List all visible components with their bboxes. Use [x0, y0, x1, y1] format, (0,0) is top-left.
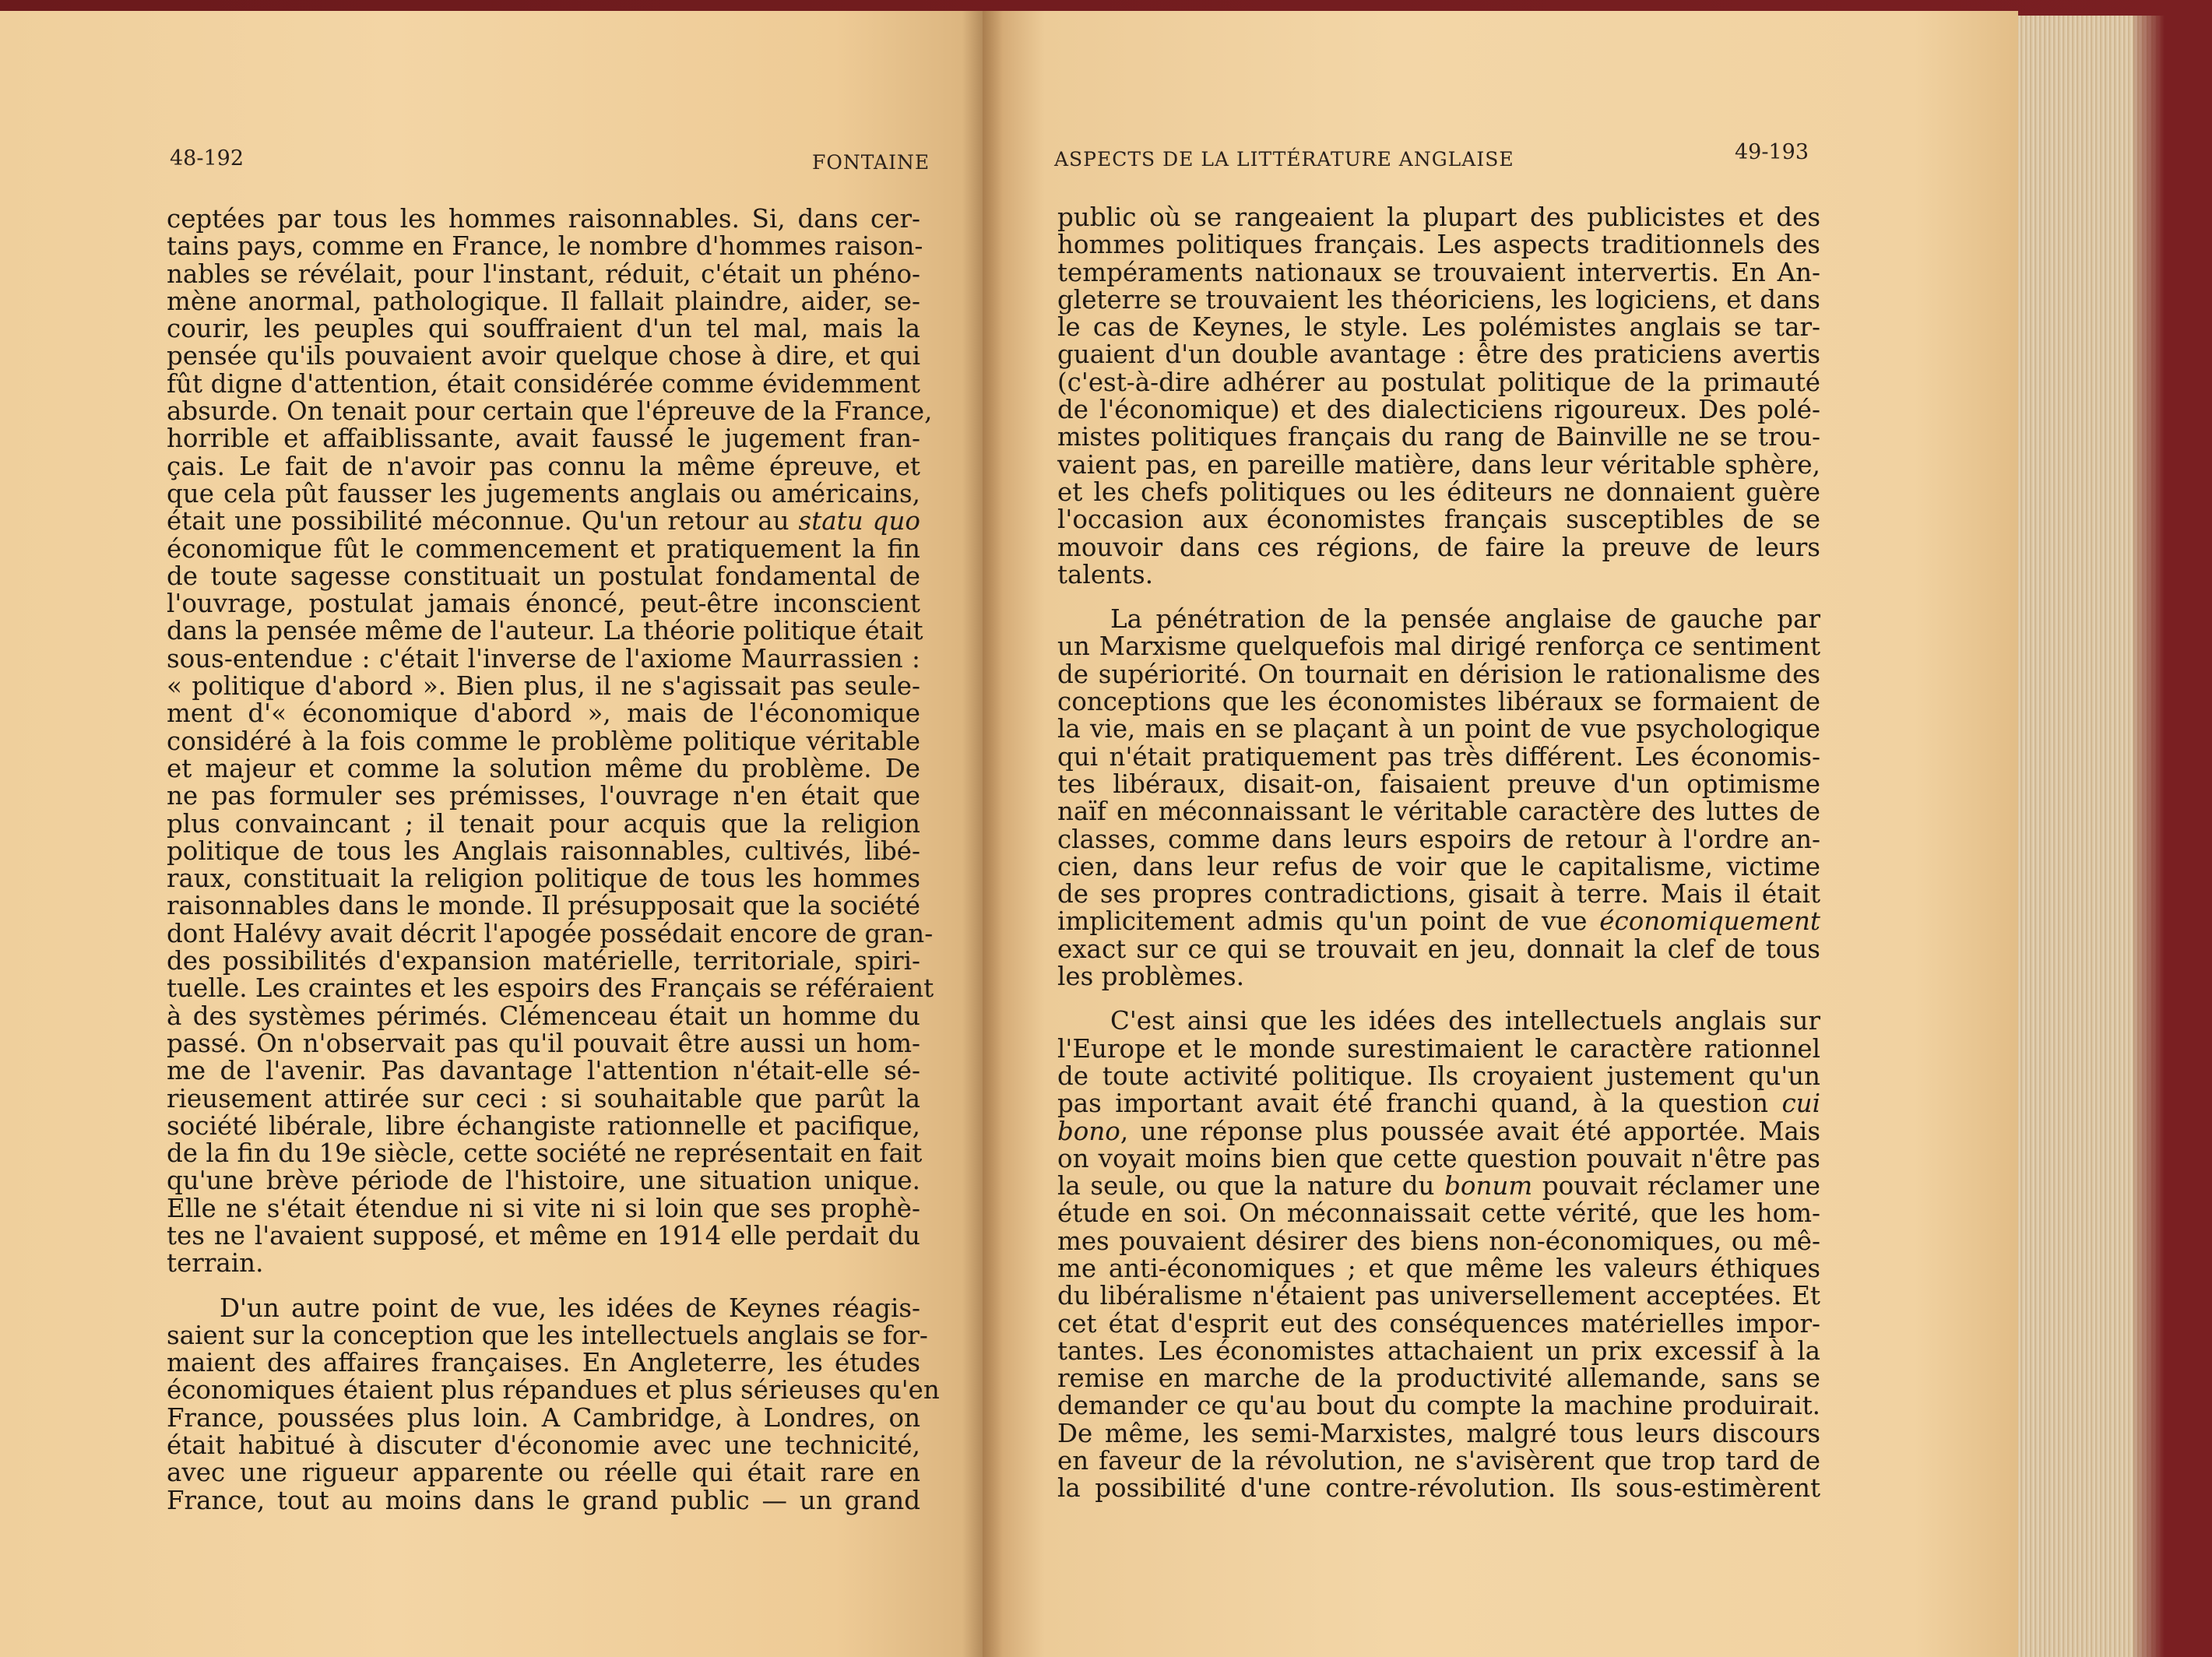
- text-line: La pénétration de la pensée anglaise de gauche par: [1110, 604, 1820, 635]
- text-line: tuelle. Les craintes et les espoirs des Français se référaient: [167, 973, 934, 1004]
- text-line: demander ce qu'au bout du compte la machine produirait.: [1057, 1391, 1820, 1421]
- text-line: la seule, ou que la nature du bonum pouvait réclamer une: [1057, 1171, 1820, 1201]
- text-line: sous-entendue : c'était l'inverse de l'axiome Maurrassien :: [167, 643, 920, 674]
- text-line: tains pays, comme en France, le nombre d'hommes raison-: [167, 231, 923, 262]
- text-line: ceptées par tous les hommes raisonnables. Si, dans cer-: [167, 204, 920, 234]
- text-line: économiques étaient plus répandues et plus sérieuses qu'en: [167, 1375, 940, 1405]
- paragraph-gap: [1057, 589, 1820, 606]
- text-line: à des systèmes périmés. Clémenceau était un homme du: [167, 1001, 920, 1031]
- text-line: gleterre se trouvaient les théoriciens, les logiciens, et dans: [1057, 284, 1820, 315]
- text-line: économique fût le commencement et pratiquement la fin: [167, 533, 920, 564]
- text-line: l'ouvrage, postulat jamais énoncé, peut-être inconscient: [167, 589, 920, 619]
- text-line: de toute sagesse constituait un postulat fondamental de: [167, 561, 920, 591]
- text-line: les problèmes.: [1057, 962, 1245, 992]
- text-line: implicitement admis qu'un point de vue économiquement: [1057, 906, 1820, 937]
- text-line: de l'économique) et des dialecticiens rigoureux. Des polé-: [1057, 395, 1820, 425]
- text-line: la vie, mais en se plaçant à un point de vue psychologique: [1057, 714, 1820, 744]
- text-line: dans la pensée même de l'auteur. La théorie politique était: [167, 616, 923, 646]
- text-line: de toute activité politique. Ils croyaient justement qu'un: [1057, 1061, 1820, 1091]
- text-line: courir, les peuples qui souffraient d'un tel mal, mais la: [167, 314, 920, 344]
- text-line: société libérale, libre échangiste rationnelle et pacifique,: [167, 1110, 920, 1141]
- text-line: fût digne d'attention, était considérée comme évidemment: [167, 368, 920, 399]
- text-line: me anti-économiques ; et que même les valeurs éthiques: [1057, 1253, 1820, 1283]
- text-line: mouvoir dans ces régions, de faire la preuve de leurs: [1057, 532, 1820, 562]
- right-running-head: ASPECTS DE LA LITTÉRATURE ANGLAISE: [1054, 148, 1514, 171]
- text-line: remise en marche de la productivité allemande, sans se: [1057, 1363, 1820, 1394]
- text-line: cien, dans leur refus de voir que le capitalisme, victime: [1057, 851, 1820, 881]
- text-line: tempéraments nationaux se trouvaient intervertis. En An-: [1057, 257, 1820, 287]
- text-line: pensée qu'ils pouvaient avoir quelque chose à dire, et qui: [167, 341, 920, 371]
- text-line: terrain.: [167, 1248, 264, 1279]
- paragraph-gap: [1057, 990, 1820, 1008]
- text-line: raux, constituait la religion politique de tous les hommes: [167, 864, 920, 894]
- text-line: exact sur ce qui se trouvait en jeu, donnait la clef de tous: [1057, 934, 1820, 964]
- text-line: C'est ainsi que les idées des intellectuels anglais sur: [1110, 1006, 1820, 1036]
- text-line: talents.: [1057, 559, 1154, 589]
- text-line: qu'une brève période de l'histoire, une situation unique.: [167, 1166, 920, 1196]
- text-line: politique de tous les Anglais raisonnables, cultivés, libé-: [167, 836, 920, 866]
- text-line: ment d'« économique d'abord », mais de l'économique: [167, 698, 920, 729]
- text-line: mistes politiques français du rang de Bainville ne se trou-: [1057, 422, 1820, 452]
- text-line: cet état d'esprit eut des conséquences matérielles impor-: [1057, 1308, 1820, 1339]
- text-line: et majeur et comme la solution même du problème. De: [167, 753, 920, 783]
- text-line: était habitué à discuter d'économie avec une technicité,: [167, 1430, 920, 1461]
- text-line: absurde. On tenait pour certain que l'épreuve de la France,: [167, 396, 933, 427]
- text-line: conceptions que les économistes libéraux se formaient de: [1057, 687, 1820, 717]
- text-line: rieusement attirée sur ceci : si souhaitable que parût la: [167, 1083, 920, 1113]
- text-line: D'un autre point de vue, les idées de Keynes réagis-: [220, 1293, 920, 1323]
- text-line: de la fin du 19e siècle, cette société ne représentait en fait: [167, 1138, 923, 1169]
- text-line: France, poussées plus loin. A Cambridge, à Londres, on: [167, 1402, 920, 1433]
- text-line: considéré à la fois comme le problème politique véritable: [167, 726, 920, 756]
- text-line: passé. On n'observait pas qu'il pouvait être aussi un hom-: [167, 1028, 920, 1058]
- text-line: que cela pût fausser les jugements anglais ou américains,: [167, 478, 920, 508]
- text-line: des possibilités d'expansion matérielle, territoriale, spiri-: [167, 946, 920, 976]
- text-line: qui n'était pratiquement pas très différent. Les économis-: [1057, 741, 1820, 772]
- text-line: (c'est-à-dire adhérer au postulat politique de la primauté: [1057, 367, 1820, 397]
- text-line: mes pouvaient désirer des biens non-économiques, ou mê-: [1057, 1226, 1820, 1256]
- text-line: le cas de Keynes, le style. Les polémistes anglais se tar-: [1057, 312, 1820, 343]
- text-line: l'occasion aux économistes français susceptibles de se: [1057, 505, 1820, 535]
- text-line: public où se rangeaient la plupart des publicistes et des: [1057, 202, 1820, 232]
- text-line: vaient pas, en pareille matière, dans leur véritable sphère,: [1057, 449, 1820, 480]
- text-line: étude en soi. On méconnaissait cette vérité, que les hom-: [1057, 1198, 1820, 1229]
- text-line: plus convaincant ; il tenait pour acquis que la religion: [167, 808, 920, 839]
- text-line: on voyait moins bien que cette question pouvait n'être pas: [1057, 1143, 1820, 1173]
- text-line: un Marxisme quelquefois mal dirigé renforça ce sentiment: [1057, 631, 1820, 662]
- text-line: l'Europe et le monde surestimaient le caractère rationnel: [1057, 1033, 1820, 1064]
- text-line: mène anormal, pathologique. Il fallait plaindre, aider, se-: [167, 286, 920, 316]
- text-line: pas important avait été franchi quand, à la question cui: [1057, 1089, 1820, 1119]
- text-line: la possibilité d'une contre-révolution. Ils sous-estimèrent: [1057, 1473, 1820, 1504]
- text-line: horrible et affaiblissante, avait faussé le jugement fran-: [167, 424, 920, 454]
- text-line: hommes politiques français. Les aspects traditionnels des: [1057, 230, 1820, 260]
- text-line: France, tout au moins dans le grand public — un grand: [167, 1485, 920, 1515]
- left-running-head: FONTAINE: [812, 151, 930, 174]
- text-line: naïf en méconnaissant le véritable caractère des luttes de: [1057, 797, 1820, 827]
- text-line: De même, les semi-Marxistes, malgré tous leurs discours: [1057, 1418, 1820, 1448]
- text-line: tantes. Les économistes attachaient un prix excessif à la: [1057, 1335, 1820, 1366]
- text-line: « politique d'abord ». Bien plus, il ne s'agissait pas seule-: [167, 671, 920, 702]
- text-line: maient des affaires françaises. En Angleterre, les études: [167, 1348, 920, 1378]
- text-line: guaient d'un double avantage : être des praticiens avertis: [1057, 339, 1820, 370]
- text-line: Elle ne s'était étendue ni si vite ni si loin que ses prophè-: [167, 1193, 920, 1223]
- text-line: de supériorité. On tournait en dérision le rationalisme des: [1057, 659, 1820, 689]
- gutter-shadow: [962, 11, 1003, 1657]
- text-line: de ses propres contradictions, gisait à terre. Mais il était: [1057, 879, 1820, 909]
- left-folio: 48-192: [170, 146, 244, 171]
- text-line: tes ne l'avaient supposé, et même en 1914 elle perdait du: [167, 1220, 920, 1251]
- text-line: en faveur de la révolution, ne s'avisèrent que trop tard de: [1057, 1446, 1820, 1476]
- left-page-text: [167, 204, 940, 1515]
- right-folio: 49-193: [1735, 140, 1809, 164]
- text-line: était une possibilité méconnue. Qu'un retour au statu quo: [167, 506, 920, 537]
- page-edges: [2018, 16, 2165, 1657]
- right-page-text: [1057, 204, 1820, 1503]
- text-line: me de l'avenir. Pas davantage l'attention n'était-elle sé-: [167, 1056, 920, 1086]
- text-line: ne pas formuler ses prémisses, l'ouvrage n'en était que: [167, 781, 920, 811]
- text-line: bono, une réponse plus poussée avait été apportée. Mais: [1057, 1116, 1820, 1146]
- text-line: nables se révélait, pour l'instant, réduit, c'était un phéno-: [167, 259, 920, 289]
- text-line: çais. Le fait de n'avoir pas connu la même épreuve, et: [167, 451, 920, 481]
- text-line: et les chefs politiques ou les éditeurs ne donnaient guère: [1057, 477, 1820, 507]
- text-line: raisonnables dans le monde. Il présupposait que la société: [167, 891, 920, 921]
- text-line: avec une rigueur apparente ou réelle qui était rare en: [167, 1458, 920, 1488]
- text-line: tes libéraux, disait-on, faisaient preuve d'un optimisme: [1057, 769, 1820, 799]
- text-line: dont Halévy avait décrit l'apogée possédait encore de gran-: [167, 918, 934, 948]
- text-line: saient sur la conception que les intellectuels anglais se for-: [167, 1320, 928, 1350]
- text-line: du libéralisme n'étaient pas universellement acceptées. Et: [1057, 1281, 1820, 1311]
- text-line: classes, comme dans leurs espoirs de retour à l'ordre an-: [1057, 824, 1820, 854]
- paragraph-gap: [167, 1278, 920, 1295]
